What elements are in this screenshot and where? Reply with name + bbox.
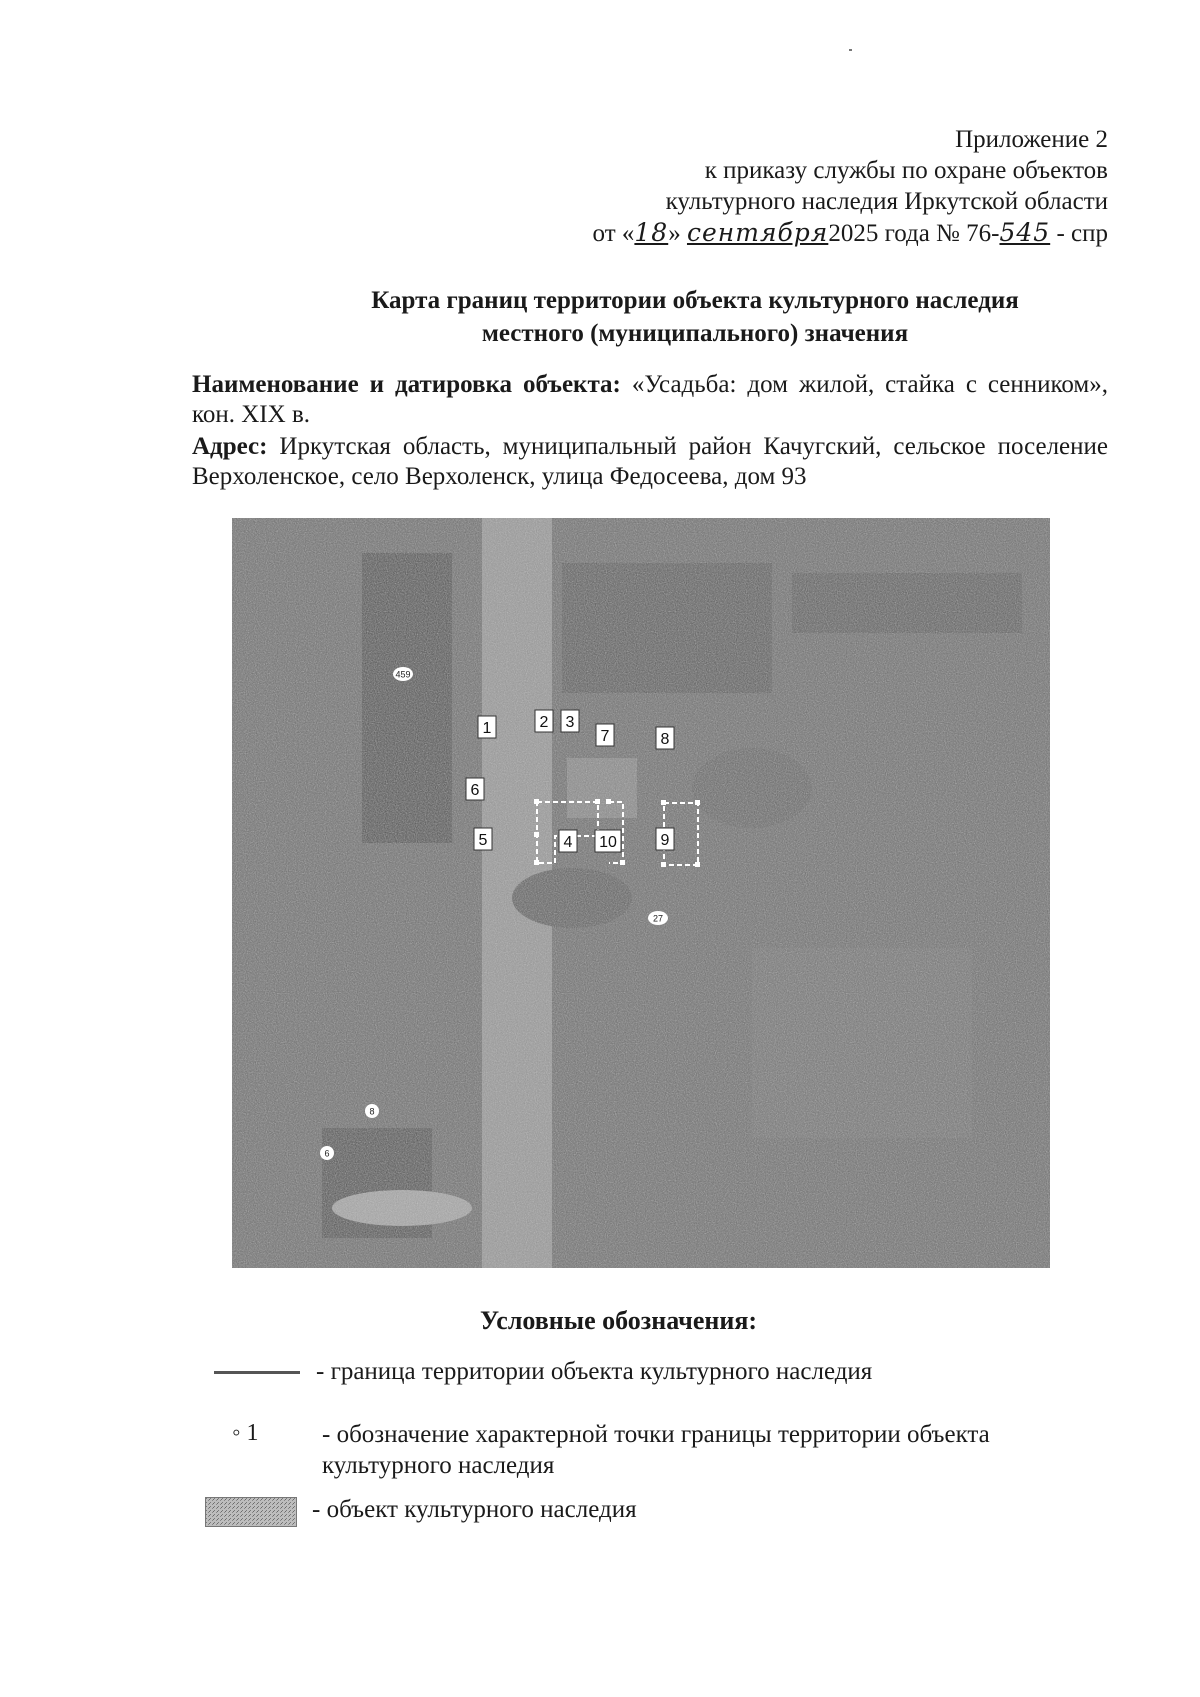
- object-name-value: «Усадьба: дом жилой, стайка с сенником», кон. XIX в.: [192, 371, 1108, 428]
- svg-text:3: 3: [565, 714, 575, 731]
- map-parcel-label-6: [320, 1146, 334, 1160]
- map-imagery: [232, 518, 1050, 1268]
- appendix-line2: к приказу службы по охране объектов: [704, 157, 1108, 184]
- map-parcel-label-27: [648, 911, 668, 925]
- appendix-date-line: [593, 217, 1108, 249]
- order-suffix: - спр: [1056, 220, 1108, 247]
- appendix-line3: культурного наследия Иркутской области: [665, 188, 1108, 215]
- title-line2: местного (муниципального) значения: [481, 320, 909, 347]
- legend-object-fill-sample: [205, 1497, 297, 1527]
- svg-text:27: 27: [652, 913, 664, 924]
- map-point-label-7: [596, 724, 614, 746]
- boundary-map: [232, 518, 1050, 1268]
- appendix-line1: Приложение 2: [955, 126, 1108, 153]
- legend-point-sample: [232, 1420, 259, 1447]
- svg-text:10: 10: [599, 834, 617, 851]
- map-point-label-5: [474, 828, 492, 850]
- date-year: 2025 года № 76-: [828, 220, 1000, 247]
- map-point-label-8: [656, 727, 674, 749]
- title-line1: Карта границ территории объекта культурного наследия: [371, 287, 1019, 314]
- page-title: [300, 284, 1090, 350]
- date-mid: »: [668, 220, 681, 247]
- map-point-label-10: [595, 830, 621, 852]
- date-day: 18: [634, 218, 669, 247]
- date-prefix: от «: [592, 220, 635, 247]
- legend-point-number: 1: [246, 1420, 259, 1446]
- svg-text:8: 8: [660, 731, 670, 748]
- svg-text:9: 9: [660, 832, 670, 849]
- legend-boundary-line-sample: [214, 1371, 300, 1374]
- scan-speck: [849, 49, 852, 51]
- order-number: 545: [999, 218, 1051, 247]
- map-canvas: [232, 518, 1050, 1268]
- svg-text:4: 4: [563, 834, 573, 851]
- address-value: Иркутская область, муниципальный район Качугский, сельское поселение Верхоленское, село Верхоленск, улица Федосеева, дом 93: [192, 433, 1108, 490]
- map-point-label-9: [656, 828, 674, 850]
- legend-title: Условные обозначения:: [480, 1306, 758, 1335]
- address-paragraph: [192, 432, 1108, 492]
- legend-object-text: - объект культурного наследия: [312, 1496, 637, 1523]
- map-parcel-label-8: [365, 1104, 379, 1118]
- legend-point-text-line1: - обозначение характерной точки границы территории объекта: [322, 1421, 990, 1448]
- svg-text:5: 5: [478, 832, 488, 849]
- legend-boundary-text: - граница территории объекта культурного наследия: [316, 1358, 873, 1385]
- svg-text:6: 6: [470, 782, 480, 799]
- legend-point-text-line2: культурного наследия: [322, 1452, 555, 1479]
- object-name-paragraph: [192, 370, 1108, 430]
- svg-text:7: 7: [600, 728, 610, 745]
- legend-point-text: [322, 1419, 990, 1481]
- map-parcel-label-459: [393, 667, 413, 681]
- map-point-label-4: [559, 830, 577, 852]
- svg-text:459: 459: [395, 669, 411, 680]
- address-label: Адрес:: [192, 433, 268, 460]
- date-month: сентября: [686, 218, 829, 247]
- object-name-label: Наименование и датировка объекта:: [192, 371, 621, 398]
- map-point-label-6: [466, 778, 484, 800]
- appendix-header: [593, 124, 1108, 249]
- map-point-label-2: [535, 710, 553, 732]
- map-point-label-1: [478, 716, 496, 738]
- map-point-label-3: [561, 710, 579, 732]
- svg-text:6: 6: [324, 1148, 330, 1159]
- svg-text:8: 8: [369, 1106, 375, 1117]
- svg-text:2: 2: [539, 714, 549, 731]
- svg-text:1: 1: [482, 720, 492, 737]
- legend-point-marker: ◦: [232, 1420, 241, 1446]
